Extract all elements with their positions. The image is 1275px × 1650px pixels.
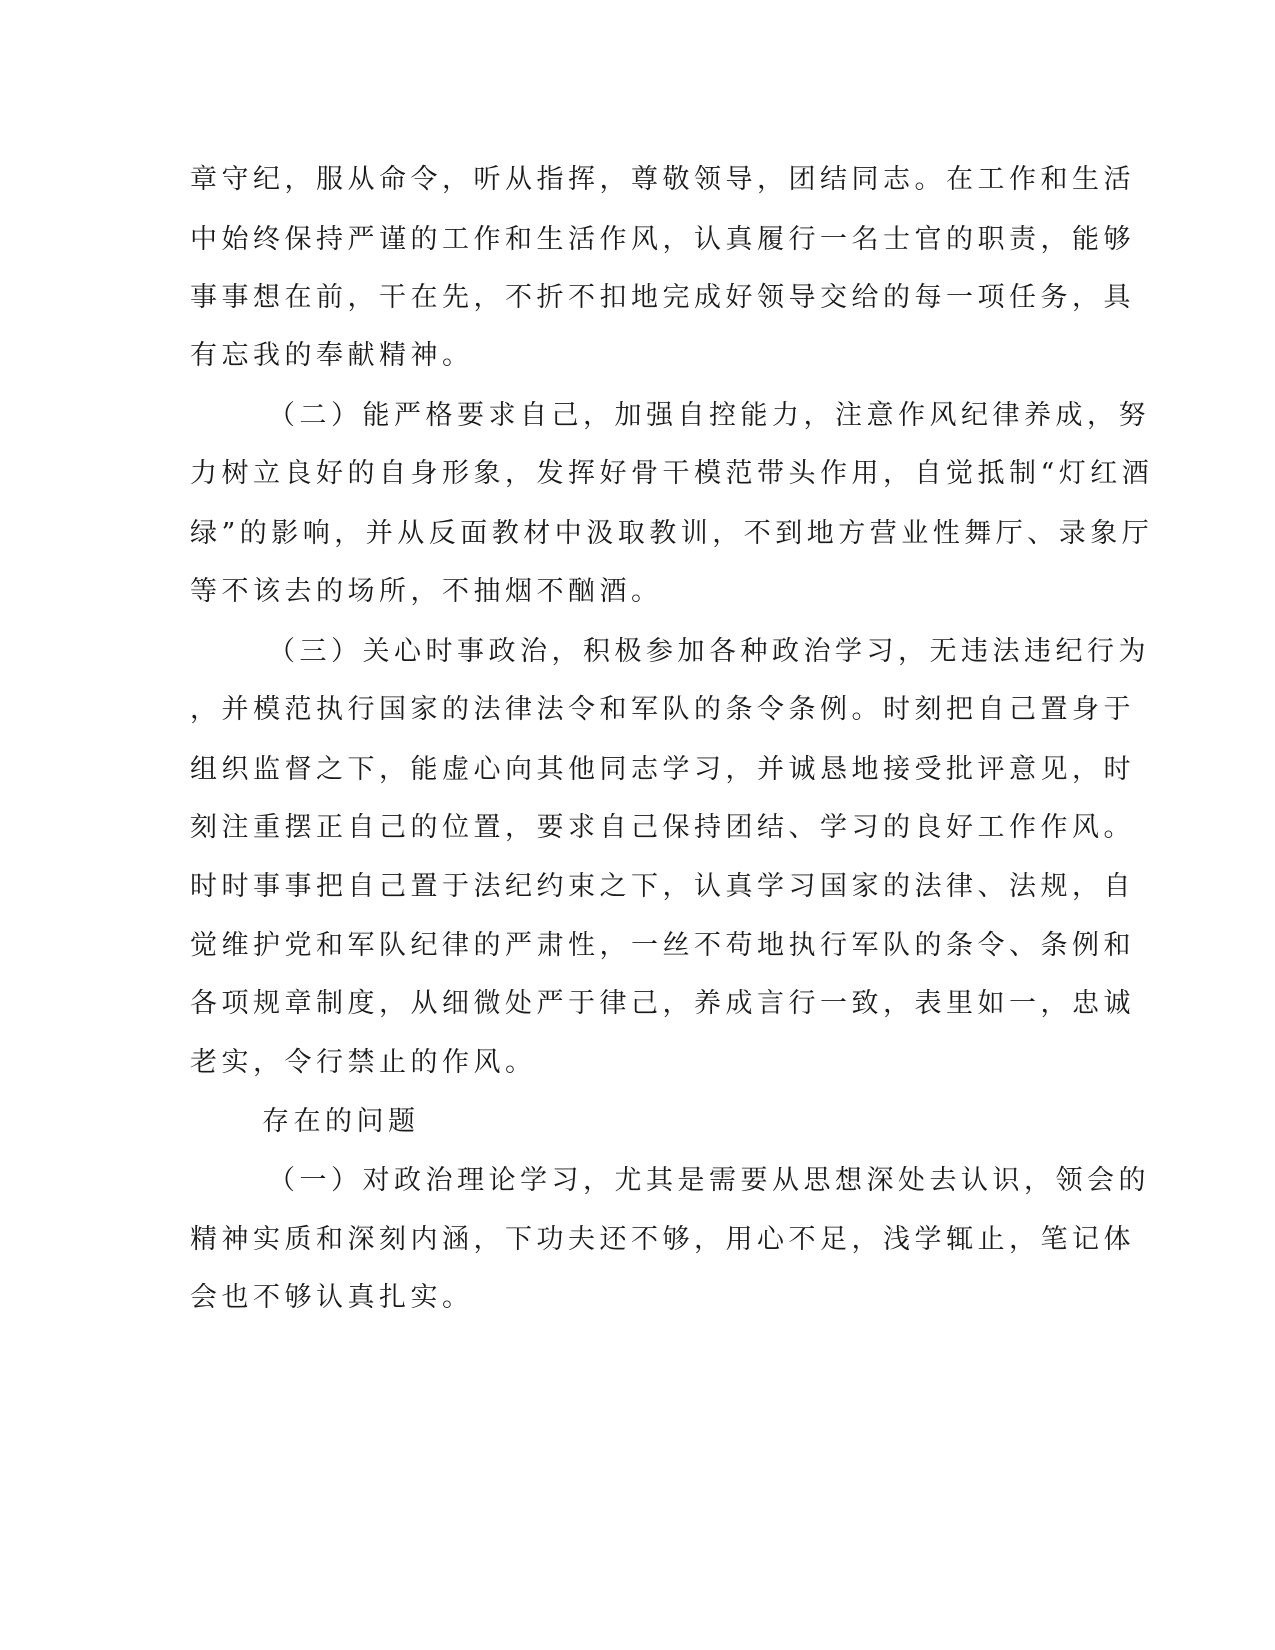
paragraph-2-line-3: 绿”的影响，并从反面教材中汲取教训，不到地方营业性舞厅、录象厅 <box>190 518 1154 549</box>
paragraph-2-line-4: 等不该去的场所，不抽烟不酗酒。 <box>190 576 663 607</box>
paragraph-4-line-1: （一）对政治理论学习，尤其是需要从思想深处去认识，领会的 <box>268 1165 1150 1196</box>
paragraph-3-line-8: 老实，令行禁止的作风。 <box>190 1047 537 1078</box>
paragraph-1-line-2: 中始终保持严谨的工作和生活作风，认真履行一名士官的职责，能够 <box>190 224 1135 255</box>
paragraph-1-line-1: 章守纪，服从命令，听从指挥，尊敬领导，团结同志。在工作和生活 <box>190 164 1135 195</box>
paragraph-4-line-3: 会也不够认真扎实。 <box>190 1282 474 1313</box>
paragraph-1-line-3: 事事想在前，干在先，不折不扣地完成好领导交给的每一项任务，具 <box>190 282 1135 313</box>
paragraph-3-line-7: 各项规章制度，从细微处严于律己，养成言行一致，表里如一，忠诚 <box>190 988 1135 1019</box>
paragraph-3-line-1: （三）关心时事政治，积极参加各种政治学习，无违法违纪行为 <box>268 636 1150 667</box>
paragraph-3-line-4: 刻注重摆正自己的位置，要求自己保持团结、学习的良好工作作风。 <box>190 812 1135 843</box>
paragraph-2-line-1: （二）能严格要求自己，加强自控能力，注意作风纪律养成，努 <box>268 400 1150 431</box>
paragraph-4-line-2: 精神实质和深刻内涵，下功夫还不够，用心不足，浅学辄止，笔记体 <box>190 1224 1135 1255</box>
paragraph-2-line-2: 力树立良好的自身形象，发挥好骨干模范带头作用，自觉抵制“灯红酒 <box>190 458 1154 489</box>
paragraph-3-line-5: 时时事事把自己置于法纪约束之下，认真学习国家的法律、法规，自 <box>190 871 1135 902</box>
paragraph-3-line-6: 觉维护党和军队纪律的严肃性，一丝不苟地执行军队的条令、条例和 <box>190 930 1135 961</box>
paragraph-3-line-3: 组织监督之下，能虚心向其他同志学习，并诚恳地接受批评意见，时 <box>190 754 1135 785</box>
section-heading: 存在的问题 <box>262 1106 420 1137</box>
paragraph-1-line-4: 有忘我的奉献精神。 <box>190 340 474 371</box>
paragraph-3-line-2: ，并模范执行国家的法律法令和军队的条令条例。时刻把自己置身于 <box>190 694 1135 725</box>
